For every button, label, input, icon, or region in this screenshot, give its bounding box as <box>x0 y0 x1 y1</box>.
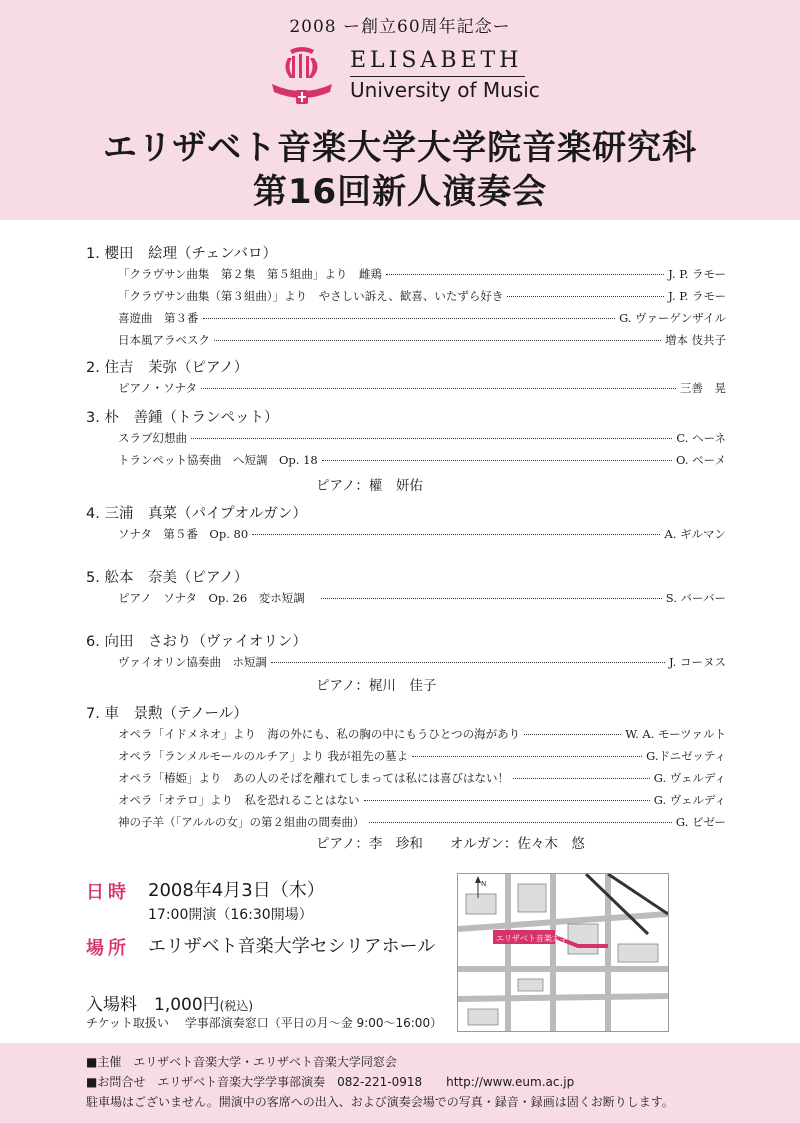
piece-composer: A. ギルマン <box>664 527 726 541</box>
accompanist: ピアノ：權 妍佑 <box>316 478 423 494</box>
program-entry <box>86 702 726 852</box>
performer-name: 5. 舩本 奈美（ピアノ） <box>86 570 249 586</box>
page-title: エリザベト音楽大学大学院音楽研究科 <box>102 128 698 168</box>
dot-leader <box>364 800 650 801</box>
access-map <box>457 873 669 1032</box>
dot-leader <box>369 822 672 823</box>
piece-row <box>118 310 726 326</box>
piece-composer: J. P. ラモー <box>668 289 726 303</box>
dot-leader <box>203 318 616 319</box>
map-drawing <box>458 874 668 1031</box>
dot-leader <box>322 460 672 461</box>
piece-composer: J. コーヌス <box>668 655 726 669</box>
piece-composer: G. ビゼー <box>675 815 726 829</box>
piece-row <box>118 288 726 304</box>
fee-amount: 入場料 1,000円 <box>86 995 220 1015</box>
place-label: 場所 <box>86 938 130 959</box>
accompanist: ピアノ：李 珍和 オルガン：佐々木 悠 <box>316 836 585 852</box>
ticket-info: チケット取扱い 学事部演奏窓口（平日の月〜金 9:00〜16:00） <box>86 1016 443 1030</box>
piece-row <box>118 792 726 808</box>
piece-title: 「クラヴサン曲集（第３組曲）」より やさしい訴え、歓喜、いたずら好き <box>118 289 504 303</box>
university-name-en: ELISABETH <box>350 48 523 73</box>
dot-leader <box>191 438 672 439</box>
place-value: エリザベト音楽大学セシリアホール <box>148 936 436 957</box>
piece-title: ピアノ・ソナタ <box>118 381 198 395</box>
piece-composer: G. ヴェルディ <box>653 771 726 785</box>
logo-divider <box>350 76 525 77</box>
piece-row <box>118 332 726 348</box>
piece-row <box>118 266 726 282</box>
piece-row <box>118 726 726 742</box>
piece-title: オペラ「ランメルモールのルチア」より 我が祖先の墓よ <box>118 749 409 763</box>
piece-title: ヴァイオリン協奏曲 ホ短調 <box>118 655 268 669</box>
date-label: 日時 <box>86 882 130 903</box>
piece-composer: J. P. ラモー <box>668 267 726 281</box>
program-entry <box>86 406 726 494</box>
performer-name: 1. 櫻田 絵理（チェンバロ） <box>86 246 277 262</box>
piece-title: ピアノ ソナタ Op. 26 変ホ短調 <box>118 591 305 605</box>
dot-leader <box>524 734 621 735</box>
piece-composer: S. バーバー <box>665 591 726 605</box>
fee-label <box>86 990 253 1015</box>
program-entry <box>86 502 726 541</box>
organizer-line: ■主催 エリザベト音楽大学・エリザベト音楽大学同窓会 <box>86 1055 397 1069</box>
performer-name: 7. 車 景勲（テノール） <box>86 706 248 722</box>
anniversary-line: 2008 ー創立60周年記念ー <box>289 17 511 37</box>
piece-row <box>118 814 726 830</box>
accompanist: ピアノ：梶川 佳子 <box>316 678 437 694</box>
piece-title: 喜遊曲 第３番 <box>118 311 199 325</box>
dot-leader <box>412 756 642 757</box>
piece-row <box>118 654 726 670</box>
dot-leader <box>252 534 660 535</box>
performer-name: 3. 朴 善鍾（トランペット） <box>86 410 279 426</box>
performer-name: 2. 住吉 茉弥（ピアノ） <box>86 360 249 376</box>
program-entry <box>86 566 726 605</box>
dot-leader <box>201 388 676 389</box>
piece-composer: W. A. モーツァルト <box>625 727 726 741</box>
university-name-en-sub: University of Music <box>350 78 540 102</box>
map-label: エリザベト音楽大学 <box>496 934 568 943</box>
map-north-label: N <box>481 880 487 888</box>
piece-row <box>118 452 726 468</box>
piece-title: 神の子羊（「アルルの女」の第２組曲の間奏曲） <box>118 815 365 829</box>
university-logo-icon <box>268 46 336 106</box>
piece-composer: O. ベーメ <box>676 453 726 467</box>
piece-composer: 三善 晃 <box>680 381 726 395</box>
piece-row <box>118 770 726 786</box>
performer-name: 4. 三浦 真菜（パイプオルガン） <box>86 506 307 522</box>
time-value: 17:00開演（16:30開場） <box>148 907 313 923</box>
piece-row <box>118 526 726 542</box>
piece-composer: 増本 伎共子 <box>664 333 726 347</box>
piece-title: スラブ幻想曲 <box>118 431 187 445</box>
piece-composer: C. ヘーネ <box>676 431 726 445</box>
piece-title: オペラ「イドメネオ」より 海の外にも、私の胸の中にもうひとつの海があり <box>118 727 521 741</box>
piece-row <box>118 590 726 606</box>
page-subtitle: 第16回新人演奏会 <box>252 172 548 212</box>
piece-row <box>118 380 726 396</box>
piece-title: 日本風アラベスク <box>118 333 210 347</box>
dot-leader <box>214 340 661 341</box>
program-entry <box>86 630 726 694</box>
piece-title: ソナタ 第５番 Op. 80 <box>118 527 249 541</box>
piece-composer: G. ヴァーゲンザイル <box>619 311 726 325</box>
program-entry <box>86 356 726 395</box>
dot-leader <box>271 662 665 663</box>
piece-title: トランペット協奏曲 へ短調 Op. 18 <box>118 453 318 467</box>
dot-leader <box>386 274 664 275</box>
dot-leader <box>513 778 650 779</box>
piece-title: 「クラヴサン曲集 第２集 第５組曲」より 雌鶏 <box>118 267 382 281</box>
piece-title: オペラ「椿姫」より あの人のそばを離れてしまっては私には喜びはない！ <box>118 771 509 785</box>
piece-composer: G.ドニゼッティ <box>646 749 726 763</box>
contact-line: ■お問合せ エリザベト音楽大学学事部演奏 082-221-0918 http://www.eum.ac.jp <box>86 1075 575 1089</box>
piece-title: オペラ「オテロ」より 私を恐れることはない <box>118 793 360 807</box>
performer-name: 6. 向田 さおり（ヴァイオリン） <box>86 634 307 650</box>
dot-leader <box>321 598 662 599</box>
dot-leader <box>507 296 664 297</box>
date-value: 2008年4月3日（木） <box>148 880 325 901</box>
notice-line: 駐車場はございません。開演中の客席への出入、および演奏会場での写真・録音・録画は固くお断りします。 <box>86 1095 674 1109</box>
fee-tax-note: (税込) <box>219 999 254 1013</box>
piece-row <box>118 430 726 446</box>
program-entry <box>86 242 726 347</box>
piece-composer: G. ヴェルディ <box>653 793 726 807</box>
piece-row <box>118 748 726 764</box>
